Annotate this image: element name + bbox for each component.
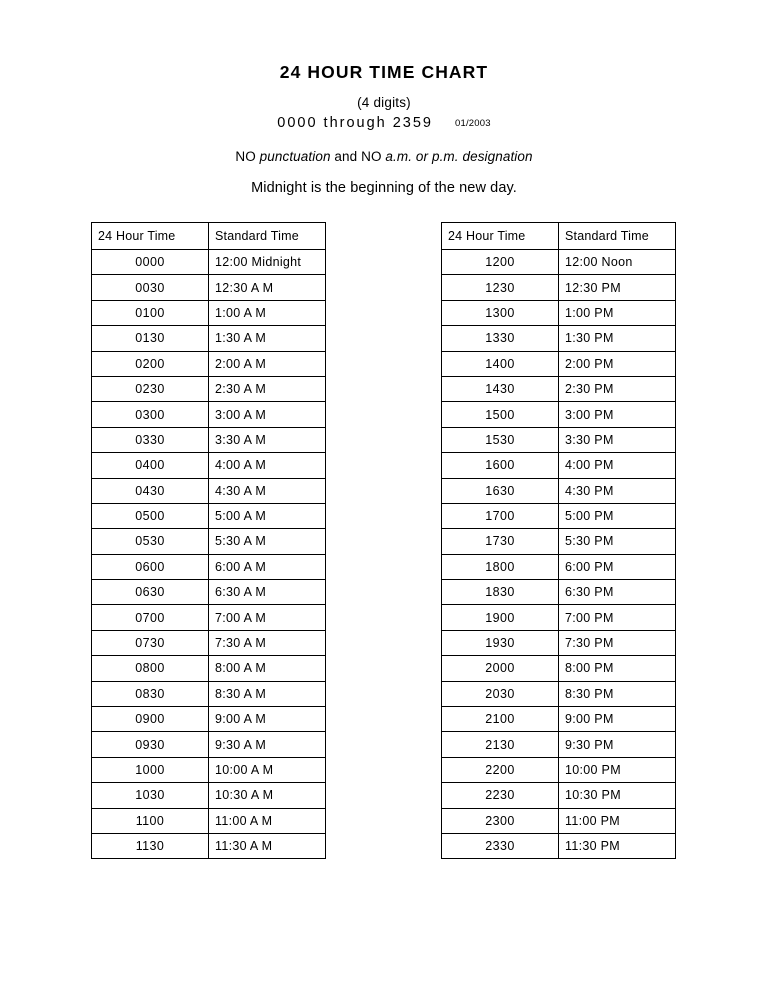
table-header-row: [92, 223, 326, 250]
cell-24hour: 1230: [442, 275, 559, 300]
table-row: [92, 402, 326, 427]
cell-standard: 9:30 A M: [209, 732, 326, 757]
cell-standard: 11:00 A M: [209, 808, 326, 833]
cell-24hour: 1100: [92, 808, 209, 833]
cell-24hour: 1500: [442, 402, 559, 427]
note-italic-designation: a.m. or p.m. designation: [385, 149, 533, 164]
page-title: 24 HOUR TIME CHART: [279, 62, 489, 82]
cell-24hour: 1600: [442, 453, 559, 478]
cell-standard: 6:00 PM: [559, 554, 676, 579]
note-prefix: NO: [235, 149, 260, 164]
cell-standard: 1:00 A M: [209, 300, 326, 325]
cell-24hour: 1130: [92, 833, 209, 858]
table-row: [92, 503, 326, 528]
cell-standard: 12:30 A M: [209, 275, 326, 300]
table-row: [92, 605, 326, 630]
table-row: [442, 402, 676, 427]
cell-24hour: 0630: [92, 580, 209, 605]
table-row: [92, 656, 326, 681]
cell-24hour: 2130: [442, 732, 559, 757]
cell-24hour: 1430: [442, 376, 559, 401]
table-row: [442, 707, 676, 732]
table-row: [442, 275, 676, 300]
note-middle: and NO: [330, 149, 386, 164]
column-header-24hour: 24 Hour Time: [442, 223, 559, 250]
table-row: [442, 808, 676, 833]
cell-24hour: 0500: [92, 503, 209, 528]
time-table-am: [91, 222, 326, 859]
cell-standard: 9:30 PM: [559, 732, 676, 757]
cell-standard: 7:00 A M: [209, 605, 326, 630]
table-row: [442, 681, 676, 706]
cell-24hour: 2300: [442, 808, 559, 833]
cell-24hour: 2230: [442, 783, 559, 808]
cell-24hour: 0330: [92, 427, 209, 452]
table-row: [442, 300, 676, 325]
cell-standard: 1:00 PM: [559, 300, 676, 325]
cell-standard: 10:30 A M: [209, 783, 326, 808]
table-row: [92, 300, 326, 325]
cell-24hour: 0130: [92, 326, 209, 351]
table-row: [92, 757, 326, 782]
cell-24hour: 0700: [92, 605, 209, 630]
cell-standard: 6:30 A M: [209, 580, 326, 605]
cell-standard: 8:00 A M: [209, 656, 326, 681]
column-header-24hour: 24 Hour Time: [92, 223, 209, 250]
table-row: [442, 656, 676, 681]
cell-standard: 2:30 PM: [559, 376, 676, 401]
table-row: [442, 833, 676, 858]
cell-24hour: 0400: [92, 453, 209, 478]
table-row: [442, 732, 676, 757]
cell-24hour: 0030: [92, 275, 209, 300]
cell-standard: 3:00 A M: [209, 402, 326, 427]
cell-standard: 2:00 PM: [559, 351, 676, 376]
cell-standard: 9:00 A M: [209, 707, 326, 732]
table-row: [442, 503, 676, 528]
cell-standard: 8:00 PM: [559, 656, 676, 681]
table-row: [442, 554, 676, 579]
cell-standard: 5:30 PM: [559, 529, 676, 554]
revision-date: 01/2003: [455, 118, 491, 129]
table-row: [442, 250, 676, 275]
time-table-pm: [441, 222, 676, 859]
cell-standard: 10:00 A M: [209, 757, 326, 782]
cell-24hour: 1700: [442, 503, 559, 528]
table-row: [92, 326, 326, 351]
cell-24hour: 1930: [442, 630, 559, 655]
cell-24hour: 1330: [442, 326, 559, 351]
cell-24hour: 0430: [92, 478, 209, 503]
table-row: [92, 554, 326, 579]
cell-standard: 5:00 PM: [559, 503, 676, 528]
column-header-standard: Standard Time: [209, 223, 326, 250]
subtitle-digits: (4 digits): [357, 95, 411, 110]
cell-standard: 10:30 PM: [559, 783, 676, 808]
cell-24hour: 0800: [92, 656, 209, 681]
table-row: [92, 808, 326, 833]
table-row: [92, 580, 326, 605]
cell-24hour: 1030: [92, 783, 209, 808]
table-head-am: [92, 223, 326, 250]
cell-24hour: 2200: [442, 757, 559, 782]
table-row: [442, 478, 676, 503]
table-row: [92, 681, 326, 706]
cell-standard: 12:00 Noon: [559, 250, 676, 275]
table-row: [92, 275, 326, 300]
table-row: [442, 326, 676, 351]
cell-standard: 12:30 PM: [559, 275, 676, 300]
table-row: [442, 580, 676, 605]
table-row: [92, 833, 326, 858]
cell-24hour: 1830: [442, 580, 559, 605]
table-row: [442, 605, 676, 630]
table-row: [92, 707, 326, 732]
table-row: [442, 783, 676, 808]
document-header: [0, 0, 768, 196]
cell-standard: 3:30 A M: [209, 427, 326, 452]
cell-standard: 1:30 PM: [559, 326, 676, 351]
cell-24hour: 0100: [92, 300, 209, 325]
cell-24hour: 0300: [92, 402, 209, 427]
cell-24hour: 1730: [442, 529, 559, 554]
table-row: [442, 630, 676, 655]
punctuation-note: [0, 149, 768, 164]
cell-standard: 12:00 Midnight: [209, 250, 326, 275]
table-row: [442, 427, 676, 452]
cell-standard: 9:00 PM: [559, 707, 676, 732]
cell-standard: 11:00 PM: [559, 808, 676, 833]
cell-24hour: 1800: [442, 554, 559, 579]
cell-24hour: 1630: [442, 478, 559, 503]
table-body-am: [92, 250, 326, 859]
table-row: [92, 478, 326, 503]
cell-24hour: 0600: [92, 554, 209, 579]
cell-24hour: 1530: [442, 427, 559, 452]
cell-standard: 8:30 A M: [209, 681, 326, 706]
cell-24hour: 1000: [92, 757, 209, 782]
cell-standard: 3:30 PM: [559, 427, 676, 452]
table-row: [442, 376, 676, 401]
cell-standard: 7:30 PM: [559, 630, 676, 655]
table-row: [92, 427, 326, 452]
cell-standard: 8:30 PM: [559, 681, 676, 706]
cell-standard: 7:30 A M: [209, 630, 326, 655]
table-row: [442, 757, 676, 782]
cell-standard: 6:00 A M: [209, 554, 326, 579]
table-row: [442, 453, 676, 478]
time-range-line: [277, 115, 491, 131]
midnight-note: Midnight is the beginning of the new day.: [251, 180, 517, 196]
table-header-row: [442, 223, 676, 250]
cell-standard: 10:00 PM: [559, 757, 676, 782]
cell-standard: 4:00 PM: [559, 453, 676, 478]
cell-standard: 3:00 PM: [559, 402, 676, 427]
cell-standard: 5:00 A M: [209, 503, 326, 528]
cell-24hour: 2030: [442, 681, 559, 706]
cell-24hour: 1200: [442, 250, 559, 275]
cell-standard: 2:30 A M: [209, 376, 326, 401]
table-row: [92, 453, 326, 478]
cell-24hour: 2100: [442, 707, 559, 732]
cell-standard: 4:30 PM: [559, 478, 676, 503]
cell-24hour: 2330: [442, 833, 559, 858]
table-row: [92, 351, 326, 376]
table-head-pm: [442, 223, 676, 250]
cell-24hour: 0830: [92, 681, 209, 706]
cell-standard: 4:30 A M: [209, 478, 326, 503]
table-row: [92, 630, 326, 655]
cell-24hour: 1400: [442, 351, 559, 376]
cell-24hour: 0230: [92, 376, 209, 401]
cell-24hour: 0200: [92, 351, 209, 376]
cell-standard: 2:00 A M: [209, 351, 326, 376]
cell-24hour: 0730: [92, 630, 209, 655]
cell-standard: 4:00 A M: [209, 453, 326, 478]
cell-24hour: 0000: [92, 250, 209, 275]
cell-standard: 11:30 PM: [559, 833, 676, 858]
note-italic-punctuation: punctuation: [259, 149, 331, 164]
cell-24hour: 0530: [92, 529, 209, 554]
table-row: [442, 529, 676, 554]
cell-24hour: 0900: [92, 707, 209, 732]
cell-standard: 7:00 PM: [559, 605, 676, 630]
table-row: [92, 376, 326, 401]
cell-standard: 5:30 A M: [209, 529, 326, 554]
cell-standard: 11:30 A M: [209, 833, 326, 858]
cell-standard: 6:30 PM: [559, 580, 676, 605]
cell-24hour: 0930: [92, 732, 209, 757]
cell-24hour: 2000: [442, 656, 559, 681]
table-row: [92, 529, 326, 554]
table-row: [92, 732, 326, 757]
time-range-text: 0000 through 2359: [277, 115, 433, 131]
table-row: [442, 351, 676, 376]
cell-standard: 1:30 A M: [209, 326, 326, 351]
cell-24hour: 1900: [442, 605, 559, 630]
cell-24hour: 1300: [442, 300, 559, 325]
column-header-standard: Standard Time: [559, 223, 676, 250]
table-row: [92, 250, 326, 275]
time-tables-container: [0, 222, 768, 882]
table-row: [92, 783, 326, 808]
table-body-pm: [442, 250, 676, 859]
